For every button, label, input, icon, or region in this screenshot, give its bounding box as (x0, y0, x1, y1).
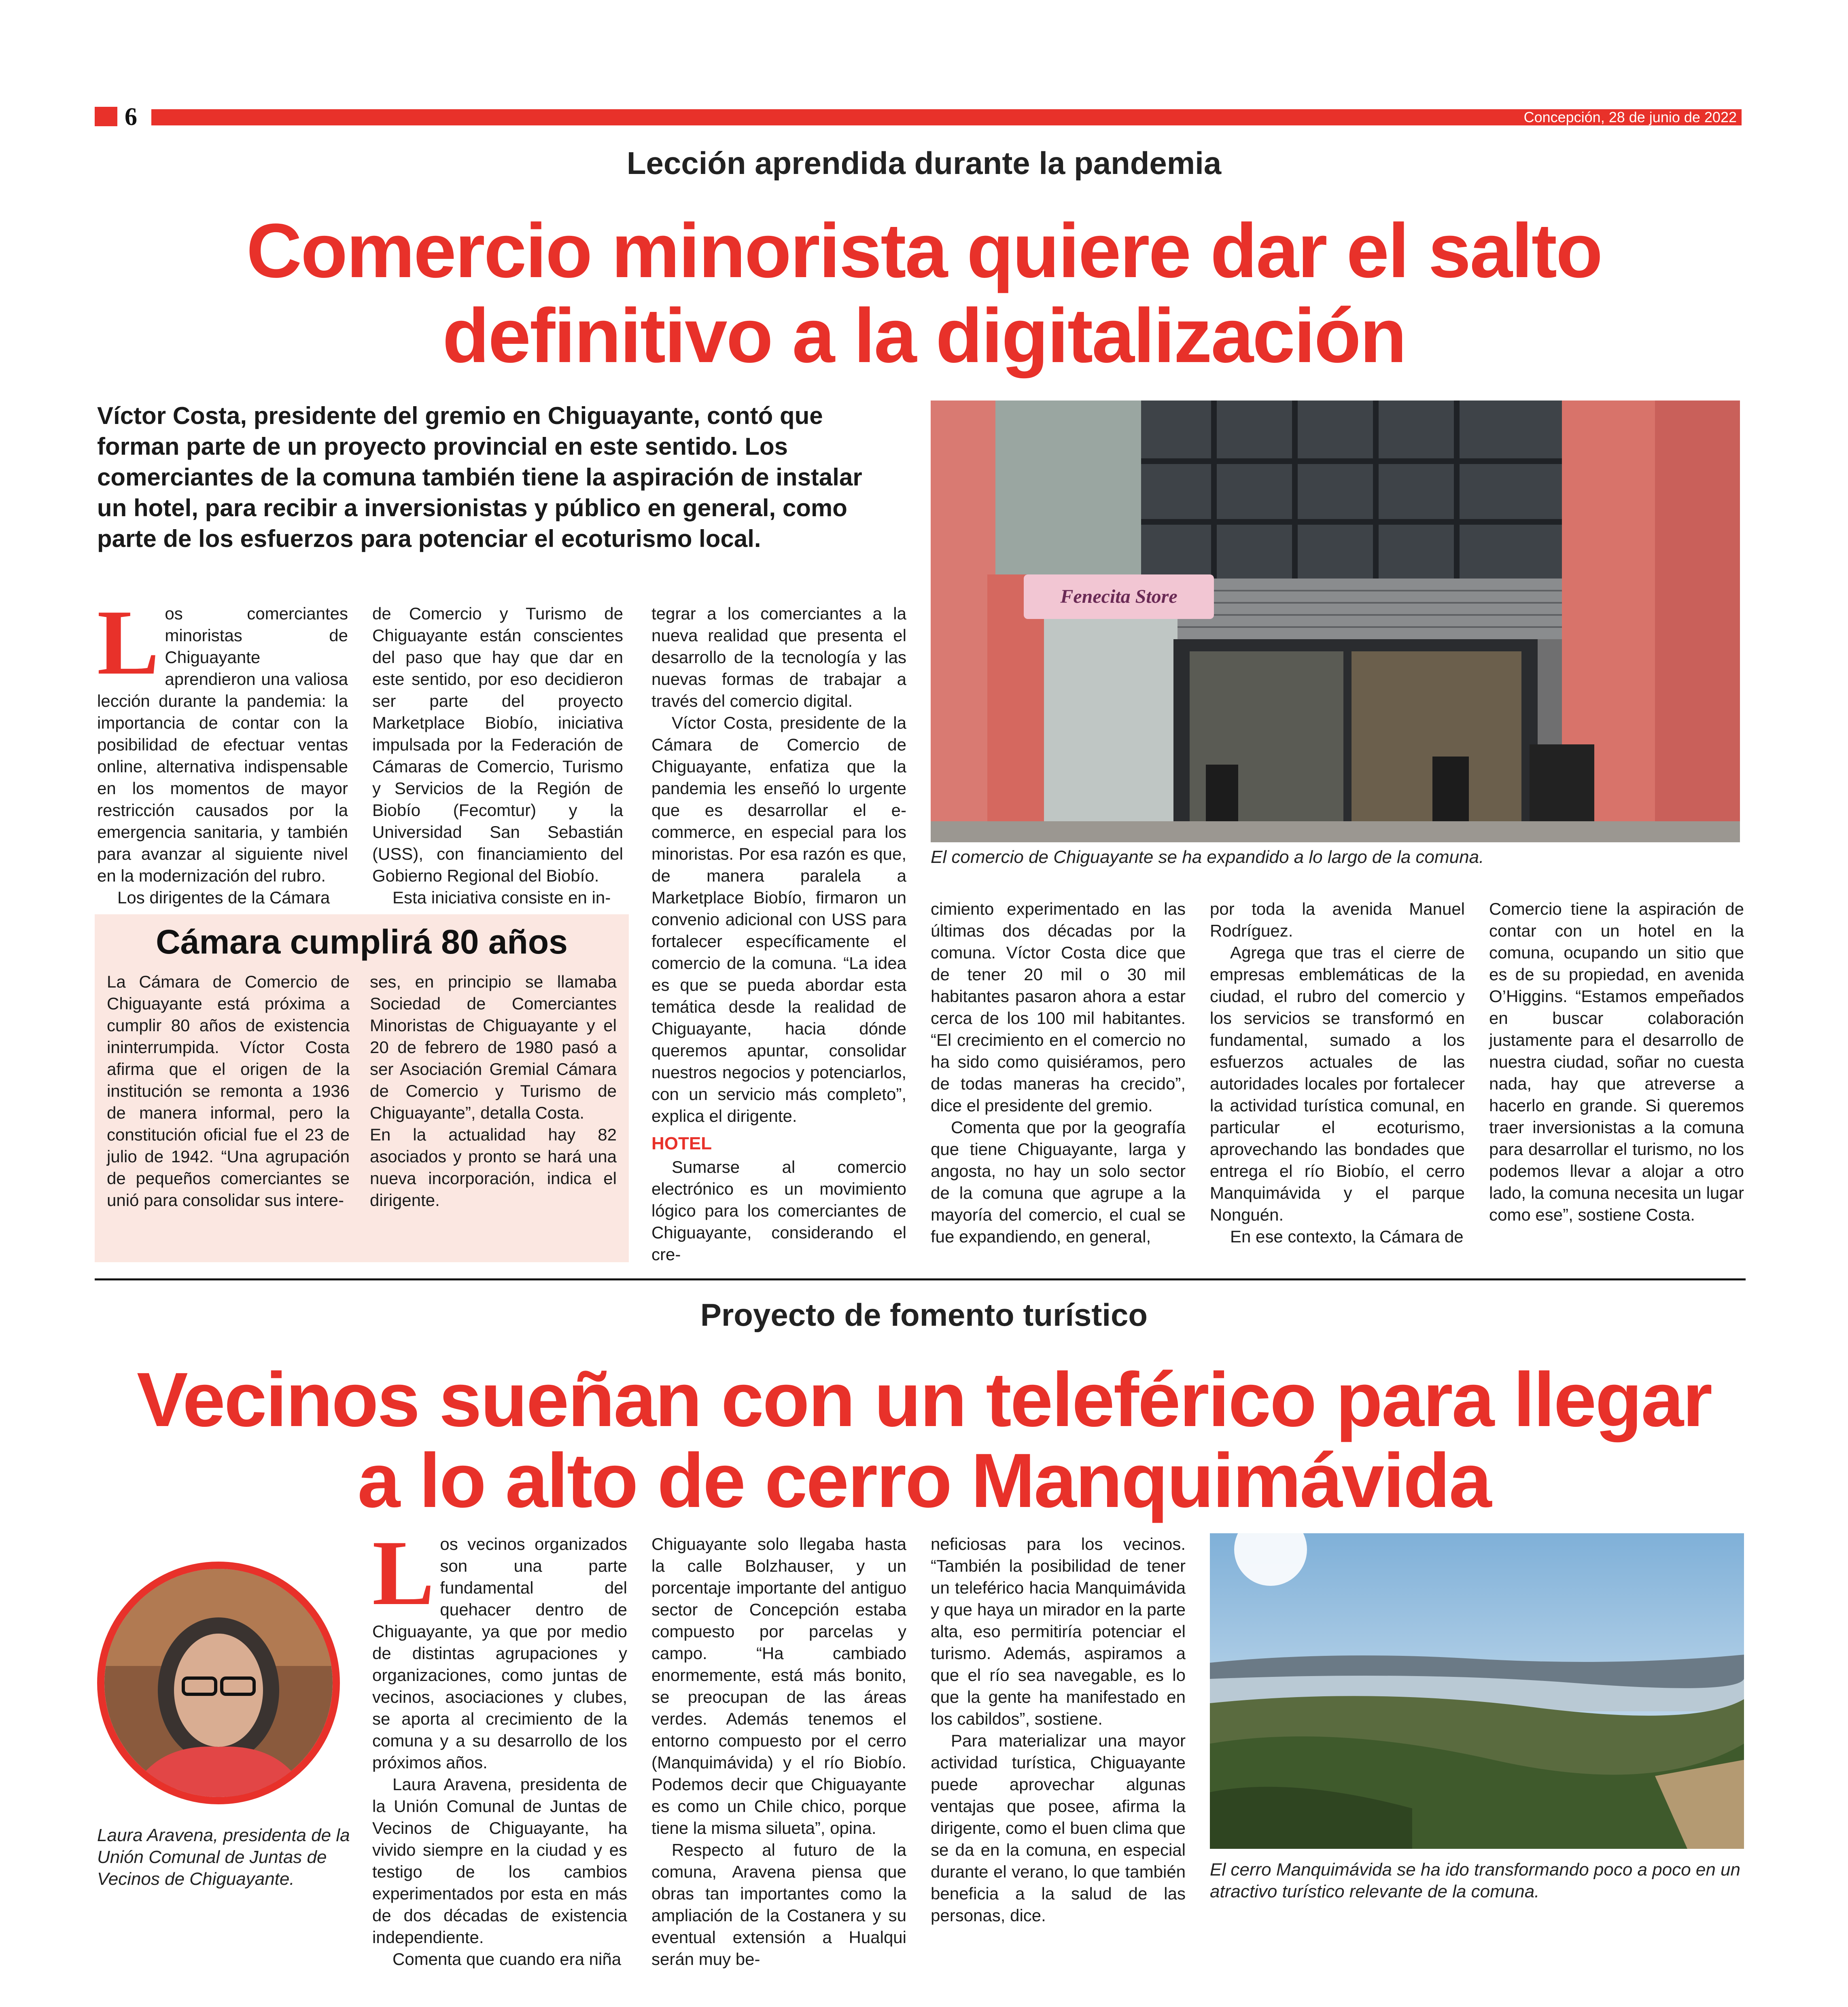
article1-col3-p2: Víctor Costa, presidente de la Cámara de Comercio de Chiguayante, enfatiza que la pandemia les enseñó lo urgente que es desarrollar el e-commerce, en especial para los minoristas. Por esa razón es que, de manera paralela a Marketplace Biobío, firmaron un convenio adicional con USS para fortalecer específicamente el comercio de la comuna. “La idea es que se pueda abordar esta temática desde la realidad de Chiguayante, hacia dónde queremos apuntar, consolidar nuestros negocios y potenciarlos, con un servicio más completo”, explica el dirigente. (651, 713, 906, 1125)
article2-col3-p1: neficiosas para los vecinos. “También la posibilidad de tener un teleférico hacia Manquimávida y que haya un mirador en la parte alta, eso permitiría potenciar el turismo. Además, aspiramos a que el río sea navegable, es lo que la gente ha manifestado en los cabildos”, sostiene. (931, 1534, 1186, 1728)
sidebar-col2-p2: En la actualidad hay 82 asociados y pronto se hará una nueva incorporación, indica el dirigente. (370, 1125, 617, 1210)
article2-col1-p3: Comenta que cuando era niña (393, 1950, 622, 1969)
article1-col6-p1: Comercio tiene la aspiración de contar con un hotel en la comuna, ocupando un sitio que es de su propiedad, en avenida O’Higgins. “Estamos empeñados en buscar colaboración justamente para el desarrollo de nuestra ciudad, soñar no cuesta nada, hay que atreverse a hacerlo en grande. Si queremos traer inversionistas a la comuna para desarrollar el turismo, no los podemos llevar a alojar a otro lado, la comuna necesita un lugar como ese”, sostiene Costa. (1489, 899, 1744, 1224)
article1-col3-p3: Sumarse al comercio electrónico es un movimiento lógico para los comerciantes de Chiguayante, considerando el cre- (651, 1157, 906, 1264)
landscape-photo (1210, 1533, 1744, 1849)
article1-col5-p1: por toda la avenida Manuel Rodríguez. (1210, 899, 1465, 940)
article1-kicker: Lección aprendida durante la pandemia (626, 145, 1222, 181)
portrait-photo (97, 1562, 340, 1804)
article1-dropcap: L (97, 591, 159, 694)
article1-col1-p1: os comerciantes minoristas de Chiguayante aprendieron una valiosa lección durante la pandemia: la importancia de contar con la posibilidad de efectuar ventas online, alternativa indispensable en los momentos de mayor restricción causados por la emergencia sanitaria, y también para avanzar al siguiente nivel en la modernización del rubro. (97, 604, 348, 885)
article1-col4 (931, 898, 1186, 1248)
article1-col5-p3: En ese contexto, la Cámara de (1230, 1227, 1464, 1246)
article2-dropcap: L (372, 1521, 435, 1624)
storefront-photo (931, 401, 1740, 842)
article1-headline-line1: Comercio minorista quiere dar el salto (246, 208, 1602, 294)
article1-col5-p2: Agrega que tras el cierre de empresas emblemáticas de la ciudad, el rubro del comercio y los servicios se transformó en fundamental, sumado a los esfuerzos actuales de las autoridades locales por fortalecer la actividad turística comunal, en particular el ecoturismo, aprovechando las bondades que entrega el río Biobío, el cerro Manquimávida y el parque Nonguén. (1210, 943, 1465, 1224)
sidebar-col1 (107, 971, 350, 1211)
header-red-block (95, 107, 117, 126)
sidebar-col1-p1: La Cámara de Comercio de Chiguayante está próxima a cumplir 80 años de existencia ininterrumpida. Víctor Costa afirma que el origen de la institución se remonta a 1936 de manera informal, pero la constitución oficial fue el 23 de julio de 1942. “Una agrupación de pequeños comerciantes se unió para consolidar sus intere- (107, 972, 350, 1210)
page-header (95, 103, 1742, 131)
article2-col2-p2: Respecto al futuro de la comuna, Aravena piensa que obras tan importantes como la ampliación de la Costanera y su eventual extensión a Hualqui serán muy be- (651, 1840, 906, 1969)
article2-col3-p2: Para materializar una mayor actividad turística, Chiguayante puede aprovechar algunas ventajas que posee, afirma la dirigente, como el buen clima que se da en la comuna, en especial durante el verano, lo que también beneficia a la salud de las personas, dice. (931, 1731, 1186, 1925)
article1-col4-p2: Comenta que por la geografía que tiene Chiguayante, larga y angosta, no hay un solo sector de la comuna que agrupe a la mayoría del comercio, el cual se fue expandiendo, en general, (931, 1118, 1186, 1246)
store-sign-text: Fenecita Store (1060, 586, 1178, 607)
article1-col1-p2: Los dirigentes de la Cámara (117, 888, 330, 907)
article2-col1 (372, 1521, 627, 1970)
section-divider (95, 1278, 1746, 1280)
sidebar-col2 (370, 971, 617, 1211)
header-band (151, 109, 1742, 125)
article1-col3-p1: tegrar a los comerciantes a la nueva realidad que presenta el desarrollo de la tecnología y las nuevas formas de trabajar a través del comercio digital. (651, 604, 906, 710)
page-number: 6 (125, 103, 137, 131)
article1-col1 (97, 591, 348, 909)
article2-headline-line2: a lo alto de cerro Manquimávida (357, 1438, 1491, 1524)
article1-col4-p1: cimiento experimentado en las últimas dos décadas por la comuna. Víctor Costa dice que de tener 20 mil o 30 mil habitantes pasaron ahora a estar cerca de los 100 mil habitantes. “El crecimiento en el comercio no ha sido como quisiéramos, pero de todas maneras ha crecido”, dice el presidente del gremio. (931, 899, 1186, 1115)
storefront-caption: El comercio de Chiguayante se ha expandido a lo largo de la comuna. (931, 847, 1484, 867)
article2-col1-p2: Laura Aravena, presidenta de la Unión Comunal de Juntas de Vecinos de Chiguayante, ha vivido siempre en la ciudad y es testigo de los cambios experimentados por esta en más de dos décadas de existencia independiente. (372, 1775, 627, 1947)
article1-lead: Víctor Costa, presidente del gremio en Chiguayante, contó que forman parte de un proyecto provincial en este sentido. Los comerciantes de la comuna también tiene la aspiración de instalar un hotel, para recibir a inversionistas y público en general, como parte de los esfuerzos para potenciar el ecoturismo local. (97, 402, 862, 552)
article1-col2-p1: de Comercio y Turismo de Chiguayante están conscientes del paso que hay que dar en este sentido, por eso decidieron ser parte del proyecto Marketplace Biobío, iniciativa impulsada por la Federación de Cámaras de Comercio, Turismo y Servicios de la Región de Biobío (Fecomtur) y la Universidad San Sebastián (USS), con financiamiento del Gobierno Regional del Biobío. (372, 604, 623, 885)
article1-col6 (1489, 898, 1744, 1226)
article1-headline-line2: definitivo a la digitalización (442, 293, 1406, 379)
article1-col3 (651, 603, 906, 1265)
landscape-caption: El cerro Manquimávida se ha ido transformando poco a poco en un atractivo turístico relevante de la comuna. (1210, 1860, 1740, 1901)
article1-col2 (372, 603, 623, 909)
portrait-caption: Laura Aravena, presidenta de la Unión Comunal de Juntas de Vecinos de Chiguayante. (97, 1825, 350, 1889)
sidebar-box (95, 914, 629, 1262)
sidebar-box-title: Cámara cumplirá 80 años (156, 923, 568, 961)
article2-kicker: Proyecto de fomento turístico (700, 1297, 1148, 1333)
article2-headline-line1: Vecinos sueñan con un teleférico para llegar (136, 1357, 1712, 1443)
article2-col1-p1: os vecinos organizados son una parte fundamental del quehacer dentro de Chiguayante, ya que por medio de distintas agrupaciones y organizaciones, como juntas de vecinos, asociaciones y clubes, se aporta al crecimiento de la comuna y a su desarrollo de los próximos años. (372, 1534, 627, 1772)
page-date: Concepción, 28 de junio de 2022 (1521, 109, 1739, 125)
article1-col2-p2: Esta iniciativa consiste en in- (393, 888, 611, 907)
article2-col2 (651, 1533, 906, 1970)
article2-col2-p1: Chiguayante solo llegaba hasta la calle Bolzhauser, y un porcentaje importante del antiguo sector de Concepción estaba compuesto por parcelas y campo. “Ha cambiado enormemente, está más bonito, se preocupan de las áreas verdes. Además tenemos el entorno compuesto por el cerro (Manquimávida) y el río Biobío. Podemos decir que Chiguayante es como un Chile chico, porque tiene la misma silueta”, opina. (651, 1534, 906, 1837)
sidebar-col2-p1: ses, en principio se llamaba Sociedad de Comerciantes Minoristas de Chiguayante y el 20 de febrero de 1980 pasó a ser Asociación Gremial Cámara de Comercio y Turismo de Chiguayante”, detalla Costa. (370, 972, 617, 1122)
article1-col5 (1210, 898, 1465, 1248)
article2-col3 (931, 1533, 1186, 1926)
hotel-subhead: HOTEL (651, 1134, 712, 1153)
